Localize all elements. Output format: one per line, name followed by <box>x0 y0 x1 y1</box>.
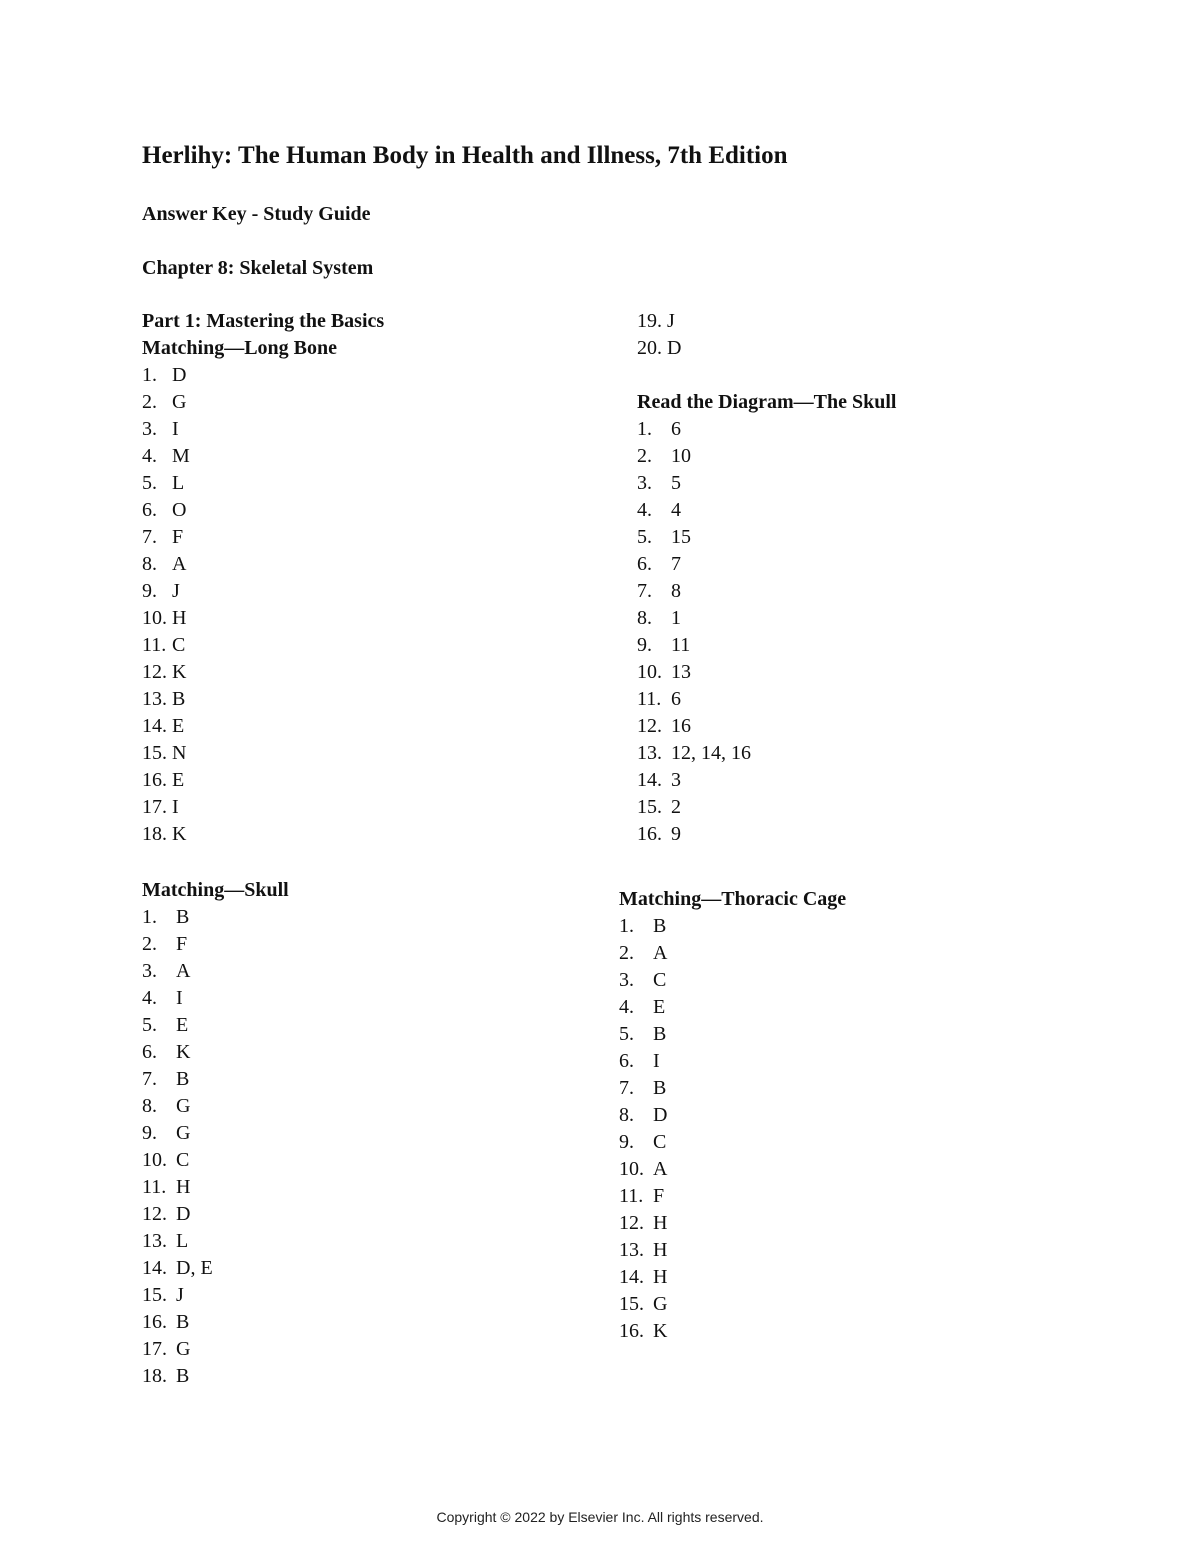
answer-item <box>637 578 896 605</box>
answer-item <box>142 524 384 551</box>
section-heading-thoracic: Matching—Thoracic Cage <box>619 888 847 910</box>
item-number: 5. <box>619 1023 634 1045</box>
item-answer: H <box>176 1176 191 1198</box>
item-answer: A <box>172 553 187 575</box>
answer-item <box>142 632 384 659</box>
item-answer: G <box>176 1338 191 1360</box>
answer-item <box>142 389 384 416</box>
answer-item <box>619 1318 846 1345</box>
item-answer: D, E <box>176 1257 213 1279</box>
answer-item <box>637 524 896 551</box>
answer-item <box>637 632 896 659</box>
answer-item <box>142 497 384 524</box>
item-answer: E <box>653 996 666 1018</box>
long-bone-continued <box>637 308 681 362</box>
answer-item <box>619 1075 846 1102</box>
item-answer: F <box>172 526 184 548</box>
item-number: 6. <box>142 499 157 521</box>
answer-item <box>142 1282 289 1309</box>
item-answer: D <box>172 364 187 386</box>
item-number: 7. <box>619 1077 634 1099</box>
item-number: 14. <box>619 1266 644 1288</box>
answer-item <box>142 1255 289 1282</box>
item-number: 6. <box>619 1050 634 1072</box>
answer-item <box>142 740 384 767</box>
item-answer: A <box>653 1158 668 1180</box>
section-heading-long-bone: Matching—Long Bone <box>142 337 338 359</box>
answer-item <box>619 994 846 1021</box>
answer-item <box>637 740 896 767</box>
item-number: 1. <box>142 364 157 386</box>
item-number: 20. <box>637 337 662 359</box>
answer-item <box>142 1147 289 1174</box>
answer-item <box>142 443 384 470</box>
answer-item <box>637 794 896 821</box>
part-heading: Part 1: Mastering the Basics <box>142 310 385 332</box>
answer-item <box>637 470 896 497</box>
copyright-footer: Copyright © 2022 by Elsevier Inc. All rights reserved. <box>436 1509 764 1525</box>
item-number: 4. <box>637 499 652 521</box>
answer-item <box>142 551 384 578</box>
item-answer: G <box>172 391 187 413</box>
item-number: 12. <box>637 715 662 737</box>
item-answer: 10 <box>671 445 691 467</box>
item-answer: 12, 14, 16 <box>671 742 751 764</box>
answer-item <box>637 659 896 686</box>
item-number: 12. <box>142 1203 167 1225</box>
item-number: 13. <box>637 742 662 764</box>
item-number: 7. <box>637 580 652 602</box>
item-answer: L <box>176 1230 189 1252</box>
answer-item <box>637 416 896 443</box>
answer-item <box>619 1237 846 1264</box>
item-answer: C <box>176 1149 190 1171</box>
document-title: Herlihy: The Human Body in Health and Illness, 7th Edition <box>142 142 788 169</box>
answer-item <box>142 794 384 821</box>
answer-list <box>619 913 846 1345</box>
item-answer: B <box>176 1068 190 1090</box>
item-answer: F <box>176 933 188 955</box>
answer-item <box>637 308 681 335</box>
item-number: 9. <box>142 580 157 602</box>
answer-item <box>637 713 896 740</box>
answer-item <box>619 1210 846 1237</box>
item-number: 16. <box>637 823 662 845</box>
answer-item <box>619 1129 846 1156</box>
item-number: 16. <box>142 769 167 791</box>
answer-list <box>637 308 681 362</box>
item-number: 1. <box>142 906 157 928</box>
item-number: 8. <box>142 553 157 575</box>
answer-item <box>637 497 896 524</box>
answer-item <box>637 551 896 578</box>
item-answer: C <box>653 969 667 991</box>
item-answer: I <box>176 987 183 1009</box>
item-number: 7. <box>142 526 157 548</box>
item-answer: 6 <box>671 418 681 440</box>
item-answer: 15 <box>671 526 691 548</box>
answer-item <box>142 1093 289 1120</box>
item-number: 3. <box>142 418 157 440</box>
answer-item <box>142 931 289 958</box>
answer-item <box>142 470 384 497</box>
item-number: 5. <box>142 1014 157 1036</box>
item-answer: J <box>172 580 180 602</box>
item-number: 13. <box>619 1239 644 1261</box>
item-answer: B <box>653 1023 667 1045</box>
item-answer: G <box>653 1293 668 1315</box>
item-answer: H <box>653 1212 668 1234</box>
item-number: 13. <box>142 688 167 710</box>
item-number: 9. <box>142 1122 157 1144</box>
item-answer: 4 <box>671 499 681 521</box>
answer-item <box>142 1309 289 1336</box>
item-number: 10. <box>637 661 662 683</box>
item-answer: 8 <box>671 580 681 602</box>
answer-item <box>142 904 289 931</box>
item-answer: H <box>653 1239 668 1261</box>
answer-item <box>619 1291 846 1318</box>
item-answer: J <box>667 310 675 332</box>
item-answer: N <box>172 742 187 764</box>
item-answer: I <box>653 1050 660 1072</box>
answer-item <box>619 1183 846 1210</box>
answer-item <box>619 940 846 967</box>
item-number: 15. <box>637 796 662 818</box>
item-number: 4. <box>142 445 157 467</box>
item-answer: B <box>172 688 186 710</box>
item-number: 15. <box>619 1293 644 1315</box>
answer-item <box>142 713 384 740</box>
item-answer: K <box>176 1041 191 1063</box>
item-answer: G <box>176 1122 191 1144</box>
item-answer: L <box>172 472 185 494</box>
document-subtitle: Answer Key - Study Guide <box>142 203 371 225</box>
item-number: 11. <box>142 634 167 656</box>
item-number: 17. <box>142 796 167 818</box>
item-number: 12. <box>619 1212 644 1234</box>
item-answer: C <box>172 634 186 656</box>
item-answer: K <box>653 1320 668 1342</box>
item-number: 2. <box>637 445 652 467</box>
item-number: 13. <box>142 1230 167 1252</box>
item-number: 9. <box>619 1131 634 1153</box>
item-answer: K <box>172 823 187 845</box>
item-number: 7. <box>142 1068 157 1090</box>
answer-item <box>637 335 681 362</box>
item-number: 6. <box>142 1041 157 1063</box>
skull-matching-section <box>142 877 289 1390</box>
answer-list <box>142 362 384 848</box>
item-number: 19. <box>637 310 662 332</box>
item-answer: 5 <box>671 472 681 494</box>
answer-item <box>142 958 289 985</box>
item-number: 5. <box>142 472 157 494</box>
item-number: 5. <box>637 526 652 548</box>
answer-item <box>142 1336 289 1363</box>
item-number: 17. <box>142 1338 167 1360</box>
answer-item <box>142 1363 289 1390</box>
answer-item <box>637 767 896 794</box>
answer-item <box>619 1102 846 1129</box>
answer-item <box>142 686 384 713</box>
item-answer: B <box>653 915 667 937</box>
answer-item <box>142 605 384 632</box>
item-number: 1. <box>637 418 652 440</box>
item-number: 2. <box>142 391 157 413</box>
item-answer: H <box>653 1266 668 1288</box>
item-answer: B <box>653 1077 667 1099</box>
item-answer: E <box>172 715 185 737</box>
item-answer: 3 <box>671 769 681 791</box>
answer-item <box>142 1228 289 1255</box>
item-number: 8. <box>637 607 652 629</box>
item-answer: G <box>176 1095 191 1117</box>
answer-item <box>142 1174 289 1201</box>
item-number: 8. <box>142 1095 157 1117</box>
item-number: 18. <box>142 1365 167 1387</box>
item-answer: A <box>176 960 191 982</box>
answer-list <box>637 416 896 848</box>
thoracic-section <box>619 886 846 1345</box>
item-number: 10. <box>142 1149 167 1171</box>
item-answer: B <box>176 906 190 928</box>
answer-item <box>637 605 896 632</box>
item-number: 11. <box>619 1185 644 1207</box>
answer-item <box>142 821 384 848</box>
answer-item <box>142 1120 289 1147</box>
answer-item <box>142 578 384 605</box>
answer-item <box>619 1048 846 1075</box>
item-number: 16. <box>142 1311 167 1333</box>
item-number: 10. <box>619 1158 644 1180</box>
item-number: 3. <box>142 960 157 982</box>
item-number: 6. <box>637 553 652 575</box>
item-number: 11. <box>142 1176 167 1198</box>
item-number: 15. <box>142 742 167 764</box>
item-number: 12. <box>142 661 167 683</box>
item-answer: 13 <box>671 661 691 683</box>
answer-item <box>142 1201 289 1228</box>
section-heading-skull-diagram: Read the Diagram—The Skull <box>637 391 897 413</box>
answer-item <box>142 362 384 389</box>
item-answer: D <box>667 337 682 359</box>
item-number: 3. <box>637 472 652 494</box>
item-answer: I <box>172 418 179 440</box>
answer-item <box>619 1264 846 1291</box>
answer-item <box>619 967 846 994</box>
item-number: 2. <box>142 933 157 955</box>
item-answer: A <box>653 942 668 964</box>
item-number: 4. <box>619 996 634 1018</box>
item-answer: M <box>172 445 190 467</box>
item-number: 14. <box>142 715 167 737</box>
answer-item <box>619 1156 846 1183</box>
item-answer: B <box>176 1365 190 1387</box>
item-answer: D <box>653 1104 668 1126</box>
item-number: 3. <box>619 969 634 991</box>
item-answer: 11 <box>671 634 691 656</box>
item-number: 1. <box>619 915 634 937</box>
item-number: 10. <box>142 607 167 629</box>
skull-diagram-section <box>637 389 896 848</box>
answer-item <box>637 821 896 848</box>
answer-item <box>142 416 384 443</box>
answer-item <box>142 1039 289 1066</box>
item-answer: B <box>176 1311 190 1333</box>
item-answer: C <box>653 1131 667 1153</box>
answer-item <box>142 985 289 1012</box>
answer-item <box>637 686 896 713</box>
answer-item <box>142 659 384 686</box>
chapter-heading: Chapter 8: Skeletal System <box>142 257 374 279</box>
item-answer: E <box>172 769 185 791</box>
item-answer: O <box>172 499 187 521</box>
item-answer: F <box>653 1185 665 1207</box>
answer-item <box>619 1021 846 1048</box>
item-number: 16. <box>619 1320 644 1342</box>
item-answer: 16 <box>671 715 691 737</box>
answer-item <box>142 1066 289 1093</box>
item-answer: I <box>172 796 179 818</box>
item-answer: 1 <box>671 607 681 629</box>
item-number: 11. <box>637 688 662 710</box>
answer-item <box>142 767 384 794</box>
item-number: 8. <box>619 1104 634 1126</box>
item-answer: K <box>172 661 187 683</box>
item-number: 9. <box>637 634 652 656</box>
item-answer: 7 <box>671 553 681 575</box>
answer-item <box>142 1012 289 1039</box>
answer-item <box>637 443 896 470</box>
item-answer: D <box>176 1203 191 1225</box>
item-number: 18. <box>142 823 167 845</box>
item-answer: J <box>176 1284 184 1306</box>
item-answer: 2 <box>671 796 681 818</box>
answer-list <box>142 904 289 1390</box>
item-answer: 9 <box>671 823 681 845</box>
answer-item <box>619 913 846 940</box>
item-answer: 6 <box>671 688 681 710</box>
item-number: 15. <box>142 1284 167 1306</box>
long-bone-section <box>142 308 384 848</box>
item-answer: E <box>176 1014 189 1036</box>
item-number: 14. <box>637 769 662 791</box>
item-number: 4. <box>142 987 157 1009</box>
item-number: 2. <box>619 942 634 964</box>
item-number: 14. <box>142 1257 167 1279</box>
section-heading-skull: Matching—Skull <box>142 879 289 901</box>
item-answer: H <box>172 607 187 629</box>
